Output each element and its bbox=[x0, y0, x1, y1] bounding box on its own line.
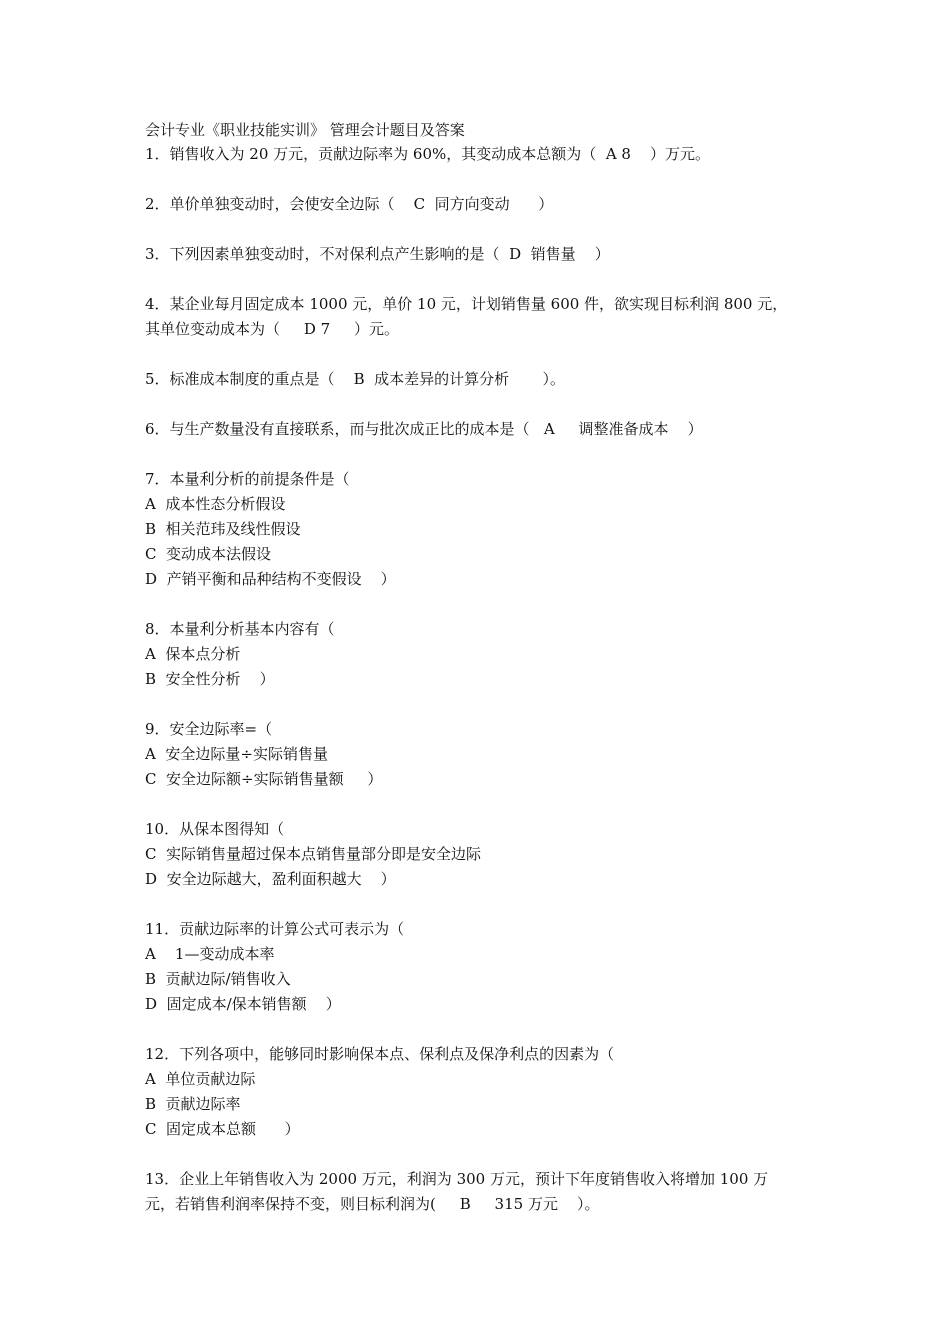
question-text: 7．本量利分析的前提条件是（ bbox=[145, 470, 350, 488]
question-text: 8．本量利分析基本内容有（ bbox=[145, 620, 335, 638]
question-2 bbox=[145, 192, 825, 217]
question-text: 6．与生产数量没有直接联系，而与批次成正比的成本是（ A 调整准备成本 ） bbox=[145, 420, 703, 438]
question-line: C 实际销售量超过保本点销售量部分即是安全边际 bbox=[145, 845, 482, 863]
question-line: C 变动成本法假设 bbox=[145, 545, 272, 563]
question-text: 9．安全边际率=（ bbox=[145, 720, 273, 738]
question-7 bbox=[145, 467, 825, 592]
question-line: B 贡献边际/销售收入 bbox=[145, 970, 291, 988]
question-line: C 安全边际额÷实际销售量额 ） bbox=[145, 770, 383, 788]
document-body bbox=[145, 118, 825, 1217]
question-8 bbox=[145, 617, 825, 692]
question-line: B 贡献边际率 bbox=[145, 1095, 241, 1113]
question-text: 3．下列因素单独变动时，不对保利点产生影响的是（ D 销售量 ） bbox=[145, 245, 610, 263]
question-10 bbox=[145, 817, 825, 892]
question-13 bbox=[145, 1167, 825, 1217]
question-11 bbox=[145, 917, 825, 1017]
question-text: 11．贡献边际率的计算公式可表示为（ bbox=[145, 920, 405, 938]
question-text: 1．销售收入为 20 万元，贡献边际率为 60%，其变动成本总额为（ A 8 ）万元。 bbox=[145, 145, 711, 163]
document-title: 会计专业《职业技能实训》 管理会计题目及答案 bbox=[145, 121, 465, 139]
question-text: 4．某企业每月固定成本 1000 元，单价 10 元，计划销售量 600 件，欲实现目标利润 800 元， bbox=[145, 295, 788, 313]
question-line: C 固定成本总额 ） bbox=[145, 1120, 300, 1138]
question-text: 5．标准成本制度的重点是（ B 成本差异的计算分析 ）。 bbox=[145, 370, 566, 388]
question-3 bbox=[145, 242, 825, 267]
question-line: D 产销平衡和品种结构不变假设 ） bbox=[145, 570, 396, 588]
question-line: 元，若销售利润率保持不变，则目标利润为( B 315 万元 ）。 bbox=[145, 1195, 600, 1213]
question-line: B 安全性分析 ） bbox=[145, 670, 275, 688]
question-12 bbox=[145, 1042, 825, 1142]
question-line: A 保本点分析 bbox=[145, 645, 241, 663]
question-6 bbox=[145, 417, 825, 442]
question-list bbox=[145, 142, 825, 1217]
question-line: D 安全边际越大，盈利面积越大 ） bbox=[145, 870, 396, 888]
question-line: 其单位变动成本为（ D 7 ）元。 bbox=[145, 320, 400, 338]
question-line: A 1—变动成本率 bbox=[145, 945, 275, 963]
question-line: B 相关范玮及线性假设 bbox=[145, 520, 301, 538]
question-5 bbox=[145, 367, 825, 392]
question-4 bbox=[145, 292, 825, 342]
question-line: D 固定成本/保本销售额 ） bbox=[145, 995, 341, 1013]
question-9 bbox=[145, 717, 825, 792]
question-text: 10．从保本图得知（ bbox=[145, 820, 285, 838]
question-line: A 成本性态分析假设 bbox=[145, 495, 286, 513]
question-text: 13．企业上年销售收入为 2000 万元，利润为 300 万元，预计下年度销售收入将增加 100 万 bbox=[145, 1170, 769, 1188]
question-text: 12．下列各项中，能够同时影响保本点、保利点及保净利点的因素为（ bbox=[145, 1045, 615, 1063]
question-line: A 安全边际量÷实际销售量 bbox=[145, 745, 328, 763]
question-1 bbox=[145, 142, 825, 167]
question-line: A 单位贡献边际 bbox=[145, 1070, 256, 1088]
question-text: 2．单价单独变动时，会使安全边际（ C 同方向变动 ） bbox=[145, 195, 554, 213]
